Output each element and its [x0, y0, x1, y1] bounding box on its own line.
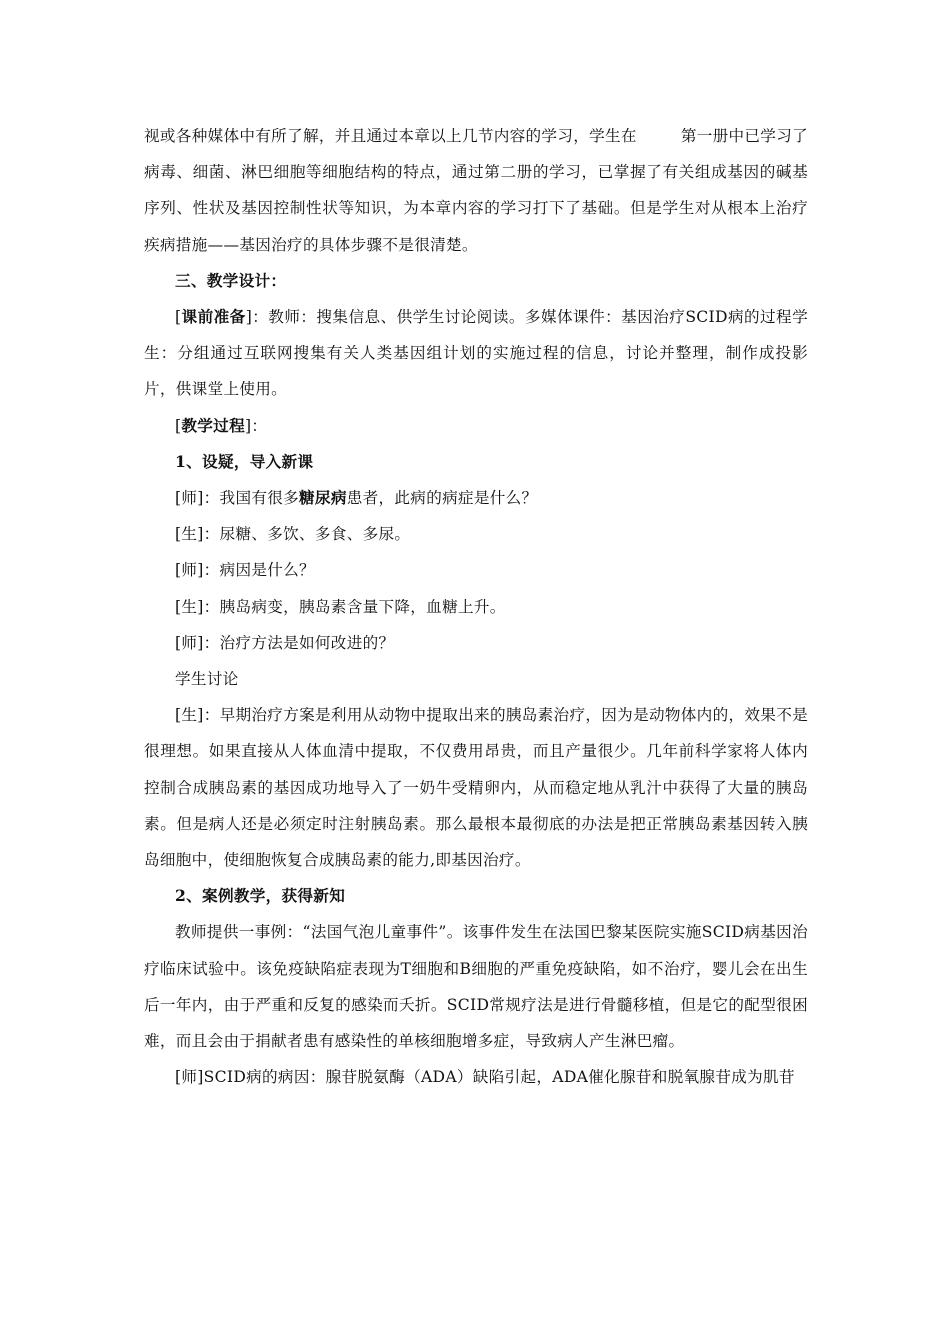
discussion-label: 学生讨论 [175, 670, 239, 689]
student-answer-paragraph: [生]：早期治疗方案是利用从动物中提取出来的胰岛素治疗，因为是动物体内的，效果不是很理想。如果直接从人体血清中提取，不仅费用昂贵，而且产量很少。几年前科学家将人体内控制合成胰岛素的基因成功地导入了一奶牛受精卵内，从而稳定地从乳汁中获得了大量的胰岛素。但是病人还是必须定时注射胰岛素。那么最根本最彻底的办法是把正常胰岛素基因转入胰岛细胞中，使细胞恢复合成胰岛素的能力,即基因治疗。 [144, 706, 808, 870]
dialog-line: [师]：治疗方法是如何改进的？ [175, 633, 395, 652]
case-paragraph: 教师提供一事例：“法国气泡儿童事件”。该事件发生在法国巴黎某医院实施SCID病基因治疗临床试验中。该免疫缺陷症表现为T细胞和B细胞的严重免疫缺陷，如不治疗，婴儿会在出生后一年内，由于严重和反复的感染而夭折。SCID常规疗法是进行骨髓移植，但是它的配型很困难，而且会由于捐献者患有感染性的单核细胞增多症，导致病人产生淋巴瘤。 [144, 923, 808, 1051]
dialog-line: [生]：尿糖、多饮、多食、多尿。 [175, 525, 411, 544]
step1-heading: 1、设疑，导入新课 [175, 451, 314, 471]
section-heading-teaching-design: 三、教学设计： [175, 270, 287, 290]
intro-text-part1: 视或各种媒体中有所了解，并且通过本章以上几节内容的学习，学生在 [144, 127, 637, 145]
prep-text: ]：教师：搜集信息、供学生讨论阅读。多媒体课件：基因治疗SCID病的过程学生：分组通过互联网搜集有关人类基因组计划的实施过程的信息，讨论并整理，制作成投影片，供课堂上使用。 [144, 308, 808, 399]
process-bracket-open: [ [175, 416, 182, 435]
process-bracket-close: ]： [244, 416, 268, 435]
intro-text-part2: 第一册中已学习了病毒、细菌、淋巴细胞等细胞结构的特点，通过第二册的学习，已掌握了有关组成基因的碱基序列、性状及基因控制性状等知识，为本章内容的学习打下了基础。但是学生对从根本上治疗疾病措施——基因治疗的具体步骤不是很清楚。 [144, 127, 808, 254]
document-page [144, 118, 808, 1095]
dialog-line [144, 480, 808, 516]
dialog1-bold: 糖尿病 [299, 488, 347, 508]
scid-cause-paragraph: [师]SCID病的病因：腺苷脱氨酶（ADA）缺陷引起，ADA催化腺苷和脱氧腺苷成为肌苷 [175, 1068, 795, 1087]
process-heading [144, 408, 808, 444]
dialog1-post: 患者，此病的病症是什么？ [346, 489, 538, 508]
process-label: 教学过程 [181, 415, 245, 435]
dialog1-pre: [师]：我国有很多 [175, 489, 300, 508]
dialog-line: [生]：胰岛病变，胰岛素含量下降，血糖上升。 [175, 597, 506, 616]
prep-paragraph [144, 299, 808, 408]
prep-label: 课前准备 [181, 307, 246, 327]
step2-heading: 2、案例教学，获得新知 [175, 886, 346, 906]
dialog-line: [师]：病因是什么？ [175, 561, 315, 580]
intro-paragraph [144, 118, 808, 263]
prep-bracket-open: [ [175, 308, 182, 327]
